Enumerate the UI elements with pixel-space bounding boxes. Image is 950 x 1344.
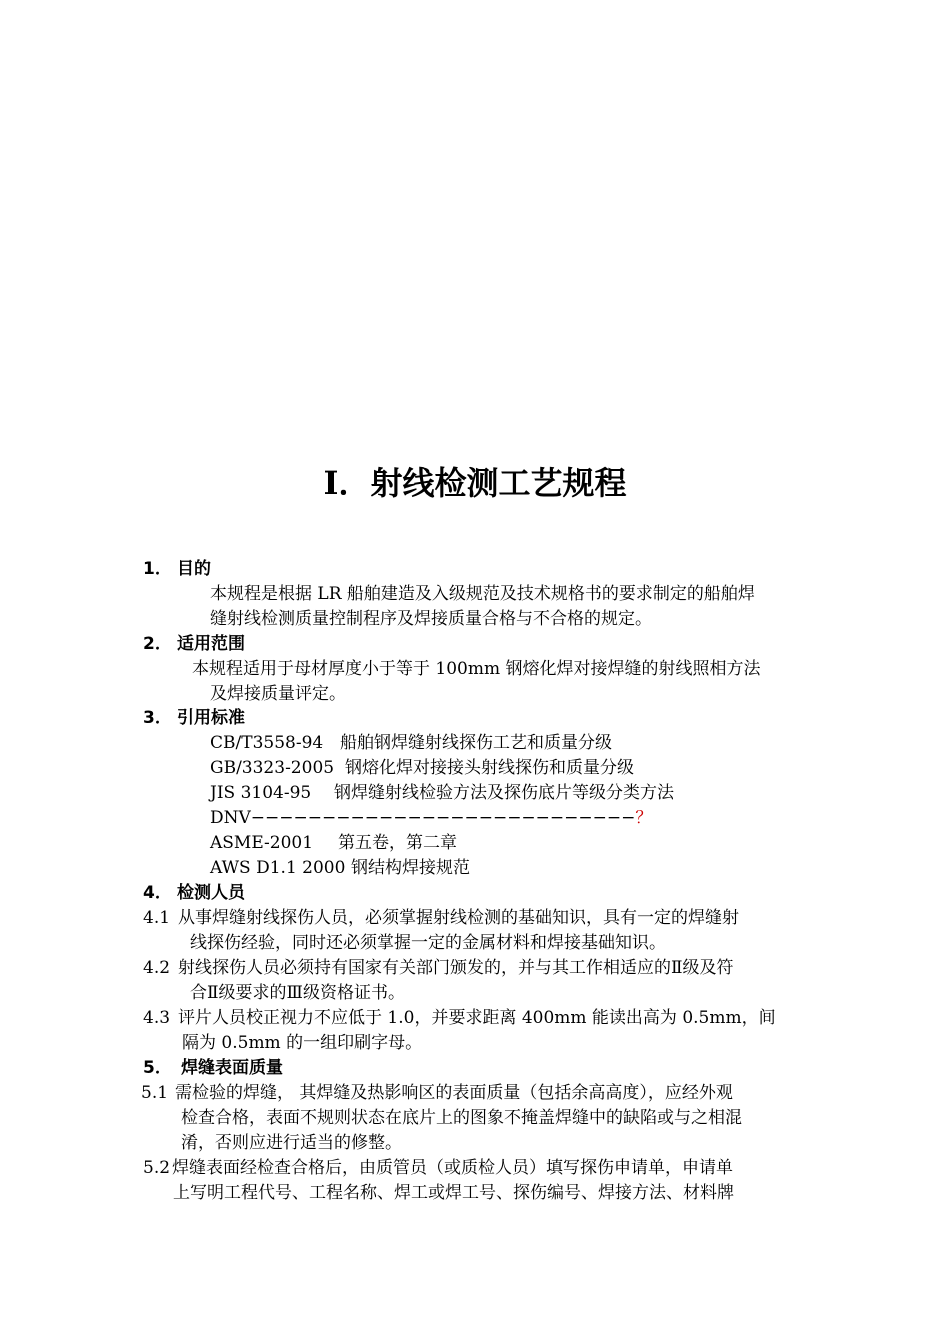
standard-code: CB/T3558-94 [210, 733, 324, 753]
standard-row [210, 781, 674, 806]
standard-desc: 钢焊缝射线检验方法及探伤底片等级分类方法 [334, 783, 674, 803]
item-text: 需检验的焊缝， 其焊缝及热影响区的表面质量（包括余高高度），应经外观 [175, 1083, 733, 1103]
section-2-line-2: 及焊接质量评定。 [210, 684, 346, 704]
standard-row [210, 831, 457, 856]
standard-desc: 钢结构焊接规范 [351, 858, 470, 878]
item-text: 射线探伤人员必须持有国家有关部门颁发的，并与其工作相适应的Ⅱ级及符 [178, 958, 734, 978]
section-3-heading [143, 706, 245, 731]
item-5-1-line-2: 检查合格，表面不规则状态在底片上的图象不掩盖焊缝中的缺陷或与之相混 [181, 1108, 742, 1128]
standard-code: AWS D1.1 2000 [210, 858, 346, 878]
item-5-2-line-1 [143, 1156, 733, 1181]
section-1-line-1: 本规程是根据 LR 船舶建造及入级规范及技术规格书的要求制定的船舶焊 [210, 584, 755, 604]
standard-row [210, 856, 470, 881]
section-1-heading [143, 557, 211, 582]
standard-desc: 钢熔化焊对接接头射线探伤和质量分级 [345, 758, 634, 778]
section-2-line-1: 本规程适用于母材厚度小于等于 100mm 钢熔化焊对接焊缝的射线照相方法 [192, 659, 761, 679]
item-4-1-line-2: 线探伤经验，同时还必须掌握一定的金属材料和焊接基础知识。 [190, 933, 666, 953]
standard-row [210, 756, 634, 781]
standard-code: GB/3323-2005 [210, 758, 335, 778]
section-5-title: 焊缝表面质量 [181, 1058, 283, 1078]
section-2-number: 2． [143, 634, 172, 654]
item-4-2-line-2: 合Ⅱ级要求的Ⅲ级资格证书。 [190, 983, 405, 1003]
item-5-2-line-2: 上写明工程代号、工程名称、焊工或焊工号、探伤编号、焊接方法、材料牌 [173, 1183, 734, 1203]
section-3-title: 引用标准 [177, 708, 245, 728]
item-4-2-line-1 [143, 956, 734, 981]
standard-desc: 船舶钢焊缝射线探伤工艺和质量分级 [340, 733, 612, 753]
item-5-1-line-3: 淆，否则应进行适当的修整。 [181, 1133, 402, 1153]
question-mark: ？ [635, 808, 653, 828]
section-2-title: 适用范围 [177, 634, 245, 654]
item-4-3-line-1 [143, 1006, 776, 1031]
item-text: 评片人员校正视力不应低于 1.0，并要求距离 400mm 能读出高为 0.5mm，间 [178, 1008, 776, 1028]
standard-code: DNV [210, 808, 251, 828]
item-number: 4.1 [143, 908, 171, 928]
item-text: 焊缝表面经检查合格后，由质管员（或质检人员）填写探伤申请单，申请单 [172, 1158, 733, 1178]
standard-code: JIS 3104-95 [210, 783, 312, 803]
section-1-number: 1． [143, 559, 172, 579]
page-title: I．射线检测工艺规程 [323, 464, 627, 502]
standard-row [210, 806, 652, 831]
standard-code: ASME-2001 [210, 833, 314, 853]
item-number: 5.2 [143, 1158, 171, 1178]
item-4-1-line-1 [143, 906, 739, 931]
item-number: 4.3 [143, 1008, 171, 1028]
item-number: 4.2 [143, 958, 171, 978]
item-4-3-line-2: 隔为 0.5mm 的一组印刷字母。 [182, 1033, 423, 1053]
section-1-title: 目的 [177, 559, 211, 579]
item-5-1-line-1 [141, 1081, 733, 1106]
section-5-heading [143, 1056, 283, 1081]
item-text: 从事焊缝射线探伤人员，必须掌握射线检测的基础知识，具有一定的焊缝射 [178, 908, 739, 928]
section-4-title: 检测人员 [177, 883, 245, 903]
standard-row [210, 731, 612, 756]
section-4-number: 4． [143, 883, 172, 903]
section-1-line-2: 缝射线检测质量控制程序及焊接质量合格与不合格的规定。 [210, 609, 652, 629]
section-2-heading [143, 632, 245, 657]
standard-desc: −−−−−−−−−−−−−−−−−−−−−−−−−−− [250, 808, 636, 828]
standard-desc: 第五卷，第二章 [338, 833, 457, 853]
section-3-number: 3． [143, 708, 172, 728]
item-number: 5.1 [141, 1083, 169, 1103]
section-4-heading [143, 881, 245, 906]
section-5-number: 5． [143, 1058, 172, 1078]
